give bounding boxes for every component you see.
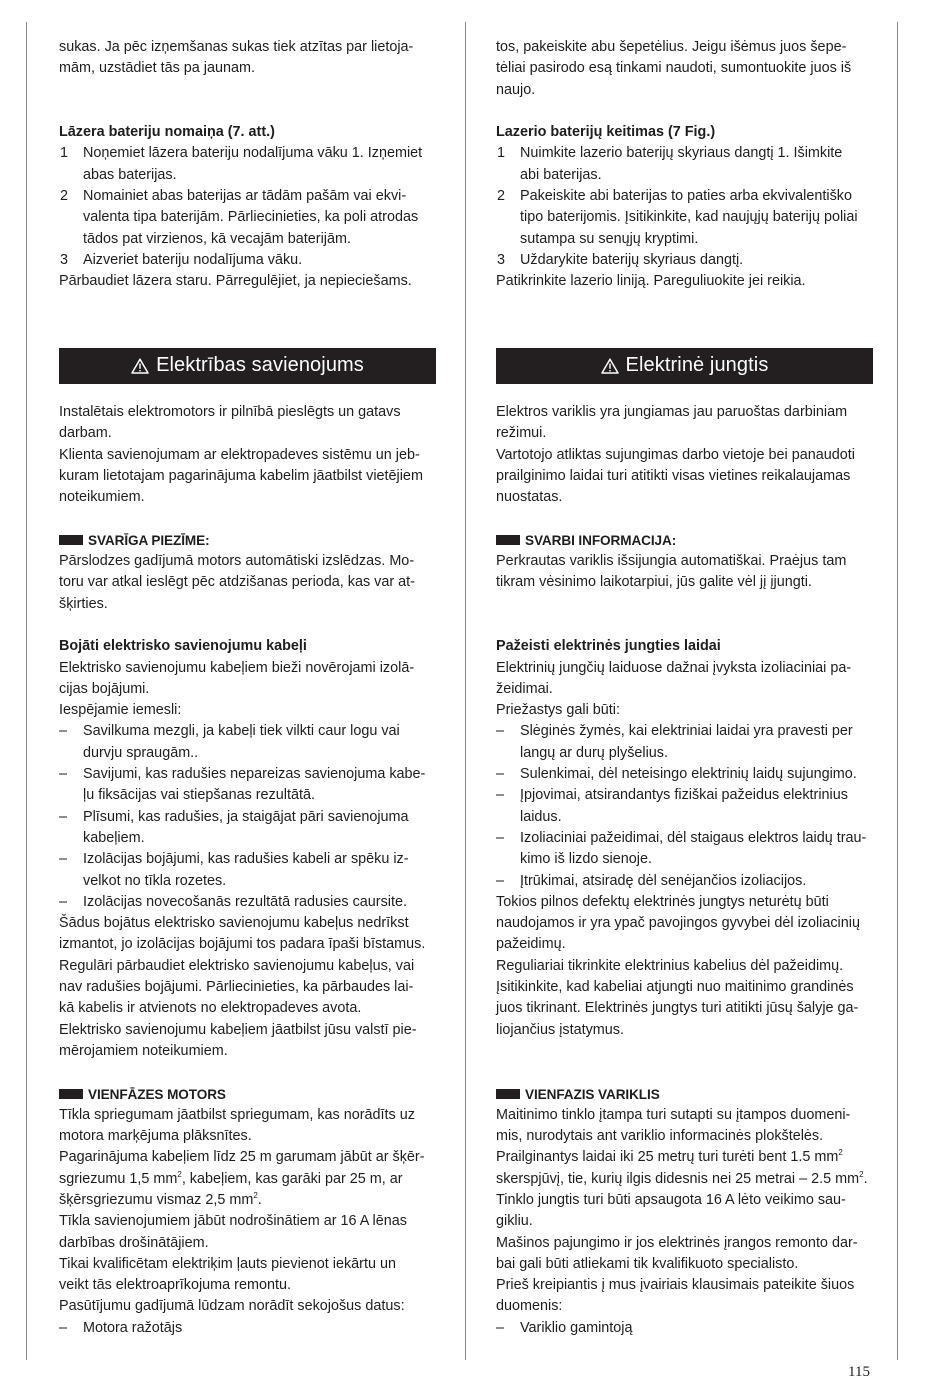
text-line: naujo. [496, 81, 536, 98]
text-line: Tīkla spriegumam jāatbilst spriegumam, kas norādīts uz [59, 1106, 415, 1123]
text-line: Regulāri pārbaudiet elektrisko savienojumu kabeļus, vai [59, 957, 415, 974]
black-bar-icon [496, 535, 520, 545]
text-span: skerspjūvį, tie, kurių ilgis didesnis nei 25 metrai – 2.5 mm [496, 1170, 860, 1187]
lv-note-text [59, 551, 436, 615]
text-line: sukas. Ja pēc izņemšanas sukas tiek atzītas par lietoja- [59, 39, 414, 55]
text-line: Elektros variklis yra jungiamas jau paruoštas darbiniam [496, 404, 848, 420]
lv-motor-title [59, 1084, 436, 1105]
text-line: velkot no tīkla rozetes. [83, 872, 227, 889]
lv-electric-banner [59, 348, 436, 384]
text-line: tādos pat virzienos, kā vecajām baterijām. [83, 230, 351, 247]
text-line: nav radušies bojājumi. Pārliecinieties, ka pārbaudes lai- [59, 979, 414, 996]
text-line: Uždarykite baterijų skyriaus dangtį. [520, 251, 744, 268]
step-number: 1 [497, 145, 506, 162]
text-line: Savijumi, kas radušies nepareizas savienojuma kabe- [83, 766, 426, 783]
text-line: Izolācijas novecošanās rezultātā radusies caursite. [83, 893, 407, 910]
right-margin-rule [897, 22, 898, 1360]
superscript: 2 [253, 1190, 258, 1200]
lt-electric-banner [496, 348, 873, 384]
text-line: Izolācijas bojājumi, kas radušies kabeli ar spēku iz- [83, 851, 409, 868]
text-line: prailginimo laidai turi atitikti visas vietines reikalaujamas [496, 467, 851, 484]
text-span: šķērsgriezumu vismaz 2,5 mm [59, 1191, 254, 1208]
text-line: darbam. [59, 425, 112, 442]
text-span: Prailginantys laidai iki 25 metrų turi turėti bent 1.5 mm [496, 1149, 839, 1166]
text-line: Įsitikinkite, kad kabeliai atjungti nuo maitinimo grandinės [496, 979, 854, 996]
lv-electric-section [59, 348, 436, 1339]
list-item: – Įpjovimai, atsirandantys fiziškai pažeidus elektrinius laidus. [496, 785, 873, 828]
text-line: langų ar durų plyšelius. [520, 744, 668, 761]
text-line: Šādus bojātus elektrisko savienojumu kabeļus nedrīkst [59, 915, 409, 932]
text-line: Tikai kvalificētam elektriķim ļauts pievienot iekārtu un [59, 1255, 396, 1272]
text-line: Pakeiskite abi baterijas to paties arba ekvivalentiško [520, 188, 852, 205]
lv-laser-heading: Lāzera bateriju nomaiņa (7. att.) [59, 124, 275, 141]
text-line: Priežastys gali būti: [496, 702, 620, 719]
text-span: , kabeļiem, kas garāki par 25 m, ar [181, 1170, 403, 1187]
text-line [496, 1147, 873, 1168]
left-margin-rule [26, 22, 27, 1360]
text-line: gikliu. [496, 1213, 533, 1230]
lv-top-section [59, 37, 436, 293]
text-line: žeidimai. [496, 680, 553, 697]
text-line: durvju spraugām.. [83, 744, 199, 761]
lv-cables-after [59, 913, 436, 1062]
step-number: 3 [497, 251, 506, 268]
text-line: tikram vėsinimo laikotarpiui, jūs galite vėl jį įjungti. [496, 574, 812, 591]
list-item: – Izolācijas novecošanās rezultātā radusies caursite. [59, 892, 436, 913]
text-line: Variklio gamintoją [520, 1319, 633, 1336]
list-item: – Savijumi, kas radušies nepareizas savienojuma kabe- ļu fiksācijas vai stiepšanas rezultātā. [59, 764, 436, 807]
text-line: motora marķējuma plāksnītes. [59, 1128, 252, 1145]
text-line: Nuimkite lazerio baterijų skyriaus dangtį 1. Išimkite [520, 145, 843, 162]
lt-laser-after: Patikrinkite lazerio liniją. Pareguliuokite jei reikia. [496, 273, 806, 290]
list-item: – Savilkuma mezgli, ja kabeļi tiek vilkti caur logu vai durvju spraugām.. [59, 721, 436, 764]
lt-laser-steps [496, 143, 873, 271]
lt-order-list [496, 1318, 873, 1339]
text-line: Elektrisko savienojumu kabeļiem bieži novērojami izolā- [59, 659, 415, 676]
superscript: 2 [859, 1169, 864, 1179]
list-item [59, 250, 436, 271]
text-line: Įtrūkimai, atsiradę dėl senėjančios izoliacijos. [520, 872, 807, 889]
text-line: cijas bojājumi. [59, 680, 150, 697]
text-line: Reguliariai tikrinkite elektrinius kabelius dėl pažeidimų. [496, 957, 844, 974]
lt-motor-text [496, 1105, 873, 1318]
lv-laser-after: Pārbaudiet lāzera staru. Pārregulējiet, ja nepieciešams. [59, 273, 412, 290]
text-line: Izoliaciniai pažeidimai, dėl staigaus elektros laidų trau- [520, 829, 867, 846]
text-line: mis, nurodytais ant variklio informacinės plokštelės. [496, 1128, 824, 1145]
text-line: Vartotojo atliktas sujungimas darbo vietoje bei panaudoti [496, 446, 855, 463]
list-item [59, 186, 436, 250]
text-line: Prieš kreipiantis į mus įvairiais klausimais pateikite šiuos [496, 1277, 855, 1294]
text-line: kā kabelis ir atvienots no elektropadeves avota. [59, 1000, 362, 1017]
text-line: pažeidimų. [496, 936, 566, 953]
text-line: Aizveriet bateriju nodalījuma vāku. [83, 251, 303, 268]
lv-causes-list [59, 721, 436, 913]
list-item: – Įtrūkimai, atsiradę dėl senėjančios izoliacijos. [496, 871, 873, 892]
text-line: naudojamos ir yra ypač pavojingos gyvybei dėl izoliacinių [496, 915, 860, 932]
text-line: Iespējamie iemesli: [59, 702, 182, 719]
text-line: laidus. [520, 808, 562, 825]
text-line: Elektrisko savienojumu kabeļiem jāatbilst jūsu valstī pie- [59, 1021, 417, 1038]
text-line: sutampa su senųjų kryptimi. [520, 230, 699, 247]
text-line: abas baterijas. [83, 166, 177, 183]
text-line: Motora ražotājs [83, 1319, 183, 1336]
black-bar-icon [59, 1089, 83, 1099]
list-item [59, 143, 436, 186]
text-line: kimo iš lizdo sienoje. [520, 851, 652, 868]
list-item: – Izolācijas bojājumi, kas radušies kabeli ar spēku iz- velkot no tīkla rozetes. [59, 849, 436, 892]
text-span: . [257, 1191, 262, 1208]
text-line: izmantot, jo izolācijas bojājumi tos padara īpaši bīstamus. [59, 936, 426, 953]
text-line: Sulenkimai, dėl neteisingo elektrinių laidų sujungimo. [520, 766, 857, 783]
text-line [59, 1190, 436, 1211]
superscript: 2 [177, 1169, 182, 1179]
lv-note-title [59, 530, 436, 551]
text-line: Tīkla savienojumiem jābūt nodrošinātiem ar 16 A lēnas [59, 1213, 407, 1230]
text-line: Klienta savienojumam ar elektropadeves sistēmu un jeb- [59, 446, 420, 463]
text-line: Perkrautas variklis išsijungia automatiškai. Praėjus tam [496, 553, 847, 570]
superscript: 2 [838, 1148, 843, 1158]
lt-intro [496, 37, 873, 101]
text-line: juos tikrinant. Elektrinės jungtys turi atitikti jūsų šalyje ga- [496, 1000, 859, 1017]
lt-laser-heading: Lazerio baterijų keitimas (7 Fig.) [496, 124, 716, 141]
text-line: bai gali būti atliekami tik kvalifikuoto specialisto. [496, 1255, 799, 1272]
text-line: darbības drošinātājiem. [59, 1234, 209, 1251]
column-divider-rule [465, 22, 466, 1360]
text-line: Plīsumi, kas radušies, ja staigājat pāri savienojuma [83, 808, 409, 825]
text-line: toru var atkal ieslēgt pēc atdzišanas perioda, kas var at- [59, 574, 415, 591]
text-line [59, 1169, 436, 1190]
list-item: – Sulenkimai, dėl neteisingo elektrinių laidų sujungimo. [496, 764, 873, 785]
warning-triangle-icon [601, 358, 619, 374]
lv-cables-heading: Bojāti elektrisko savienojumu kabeļi [59, 638, 307, 655]
text-line: Slėginės žymės, kai elektriniai laidai yra pravesti per [520, 723, 853, 740]
text-line: abi baterijas. [520, 166, 602, 183]
lv-laser-steps [59, 143, 436, 271]
lt-causes-list [496, 721, 873, 891]
text-line: Tokios pilnos defektų elektrinės jungtys neturėtų būti [496, 893, 829, 910]
list-item: – Izoliaciniai pažeidimai, dėl staigaus elektros laidų trau- kimo iš lizdo sienoje. [496, 828, 873, 871]
page-number: 115 [848, 1364, 870, 1380]
text-line: kabeļiem. [83, 829, 145, 846]
lt-electric-intro [496, 402, 873, 508]
lt-note-text [496, 551, 873, 594]
text-line: Maitinimo tinklo įtampa turi sutapti su įtampos duomeni- [496, 1106, 851, 1123]
text-line: Nomainiet abas baterijas ar tādām pašām vai ekvi- [83, 188, 407, 205]
lv-electric-intro [59, 402, 436, 508]
text-line: Pārslodzes gadījumā motors automātiski izslēdzas. Mo- [59, 553, 415, 570]
step-number: 1 [60, 145, 69, 162]
text-line: Tinklo jungtis turi būti apsaugota 16 A lėto veikimo sau- [496, 1191, 846, 1208]
text-line: veikt tās elektroaprīkojuma remontu. [59, 1277, 291, 1294]
text-line: Pasūtījumu gadījumā lūdzam norādīt sekojošus datus: [59, 1298, 405, 1315]
text-line: Pagarinājuma kabeļiem līdz 25 m garumam jābūt ar šķēr- [59, 1149, 425, 1166]
lv-cables-intro [59, 658, 436, 722]
text-line: mērojamiem noteikumiem. [59, 1042, 228, 1059]
list-item [496, 250, 873, 271]
lv-motor-text [59, 1105, 436, 1318]
lt-note-title [496, 530, 873, 551]
list-item: – Plīsumi, kas radušies, ja staigājat pāri savienojuma kabeļiem. [59, 807, 436, 850]
text-line: režimui. [496, 425, 547, 442]
step-number: 3 [60, 251, 69, 268]
list-item: – Slėginės žymės, kai elektriniai laidai yra pravesti per langų ar durų plyšelius. [496, 721, 873, 764]
lv-order-list [59, 1318, 436, 1339]
lt-cables-after [496, 892, 873, 1041]
text-line: nuostatas. [496, 489, 563, 506]
text-line [496, 1169, 873, 1190]
text-line: Instalētais elektromotors ir pilnībā pieslēgts un gatavs [59, 404, 401, 420]
text-line: kuram lietotajam pagarinājuma kabelim jāatbilst vietējiem [59, 467, 423, 484]
text-line: liojančius įstatymus. [496, 1021, 624, 1038]
text-line: ļu fiksācijas vai stiepšanas rezultātā. [83, 787, 315, 804]
text-line: duomenis: [496, 1298, 563, 1315]
black-bar-icon [496, 1089, 520, 1099]
lt-motor-title [496, 1084, 873, 1105]
text-span: sgriezumu 1,5 mm [59, 1170, 178, 1187]
list-item: – Motora ražotājs [59, 1318, 436, 1339]
text-line: noteikumiem. [59, 489, 145, 506]
text-line: tos, pakeiskite abu šepetėlius. Jeigu išėmus juos šepe- [496, 39, 847, 55]
text-line: mām, uzstādiet tās pa jaunam. [59, 60, 255, 77]
list-item [496, 186, 873, 250]
text-line: Noņemiet lāzera bateriju nodalījuma vāku 1. Izņemiet [83, 145, 423, 162]
step-number: 2 [497, 188, 506, 205]
note-title-text: SVARĪGA PIEZĪME: [88, 532, 210, 548]
lt-cables-intro [496, 658, 873, 722]
step-number: 2 [60, 188, 69, 205]
list-item: – Variklio gamintoją [496, 1318, 873, 1339]
text-line: tipo baterijomis. Įsitikinkite, kad naujųjų baterijų poliai [520, 209, 858, 226]
lt-top-section [496, 37, 873, 293]
banner-title: Elektrinė jungtis [625, 354, 769, 377]
warning-triangle-icon [131, 358, 149, 374]
text-line: Mašinos pajungimo ir jos elektrinės įrangos remonto dar- [496, 1234, 858, 1251]
text-line: Įpjovimai, atsirandantys fiziškai pažeidus elektrinius [520, 787, 848, 804]
text-line: valenta tipa baterijām. Pārliecinieties, ka poli atrodas [83, 209, 419, 226]
lt-cables-heading: Pažeisti elektrinės jungties laidai [496, 638, 721, 655]
lt-electric-section [496, 348, 873, 1339]
text-line: Savilkuma mezgli, ja kabeļi tiek vilkti caur logu vai [83, 723, 400, 740]
text-line: Elektrinių jungčių laiduose dažnai įvyksta izoliaciniai pa- [496, 659, 852, 676]
note-title-text: VIENFĀZES MOTORS [88, 1086, 226, 1102]
note-title-text: VIENFAZIS VARIKLIS [525, 1086, 660, 1102]
text-line: šķirties. [59, 595, 108, 612]
text-span: . [863, 1170, 868, 1187]
note-title-text: SVARBI INFORMACIJA: [525, 532, 677, 548]
text-line: tėliai pasirodo esą tinkami naudoti, sumontuokite juos iš [496, 60, 852, 77]
list-item [496, 143, 873, 186]
black-bar-icon [59, 535, 83, 545]
lv-intro [59, 37, 436, 80]
banner-title: Elektrības savienojums [156, 354, 364, 377]
